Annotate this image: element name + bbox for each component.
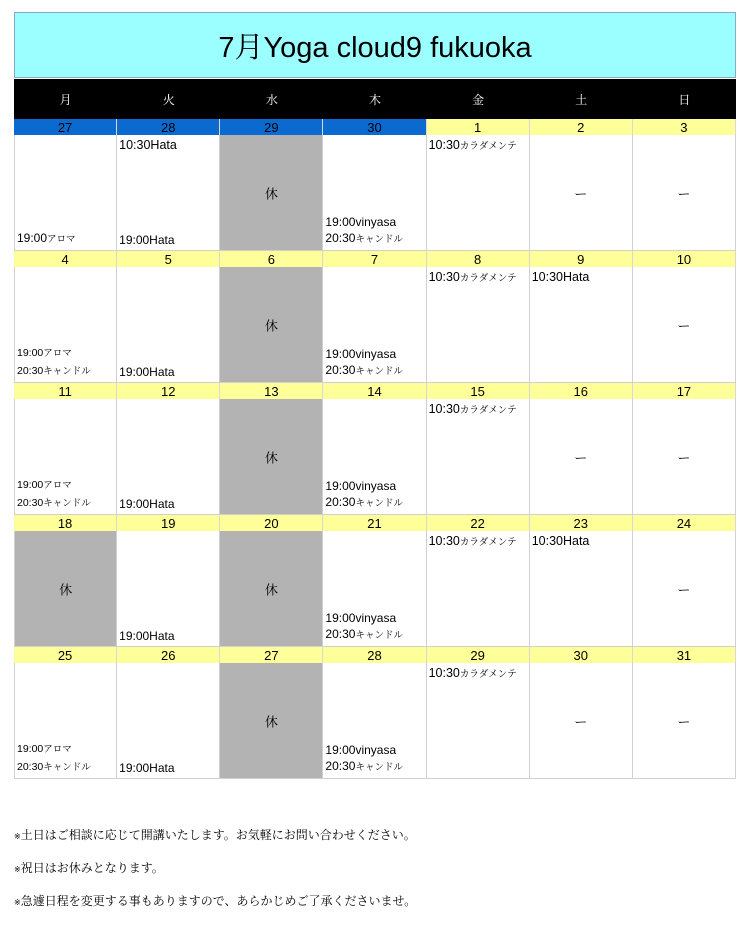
- day-cell: [633, 399, 736, 515]
- date-row: [14, 119, 736, 135]
- day-cell: [323, 267, 426, 383]
- class-name: アロマ: [43, 480, 72, 491]
- day-cell: [530, 135, 633, 251]
- class-morning: [429, 534, 517, 548]
- class-time: 19:00vinyasa: [325, 347, 397, 361]
- class-line: [325, 494, 403, 512]
- class-time: 10:30: [428, 138, 460, 152]
- weekday-header: [14, 79, 736, 119]
- day-cell: [14, 135, 117, 251]
- class-morning: [429, 666, 517, 680]
- class-time: 20:30: [325, 759, 356, 773]
- closed-label: 休: [59, 582, 73, 597]
- date-number: 27: [220, 647, 323, 663]
- class-evening: [17, 344, 91, 380]
- class-line: [325, 742, 403, 758]
- class-line: [119, 628, 174, 644]
- date-row: [14, 515, 736, 531]
- date-number: 23: [530, 515, 633, 531]
- schedule-row: [14, 135, 736, 251]
- day-cell: [323, 399, 426, 515]
- class-name: カラダメンテ: [459, 273, 517, 284]
- day-cell: [427, 267, 530, 383]
- date-number: 15: [427, 383, 530, 399]
- class-morning: [532, 534, 590, 548]
- class-evening: [325, 214, 403, 248]
- class-name: キャンドル: [355, 630, 403, 641]
- class-evening: [119, 232, 174, 248]
- day-cell-closed: [220, 267, 323, 383]
- class-morning: [532, 270, 590, 284]
- closed-label: 休: [264, 186, 278, 201]
- date-row: [14, 383, 736, 399]
- class-name: キャンドル: [43, 366, 91, 377]
- class-line: [17, 740, 91, 758]
- class-evening: [17, 740, 91, 776]
- day-cell: [427, 399, 530, 515]
- day-cell: [14, 663, 117, 779]
- date-number: 1: [427, 119, 530, 135]
- day-cell-closed: [220, 399, 323, 515]
- class-name: アロマ: [43, 744, 72, 755]
- class-evening: [119, 628, 174, 644]
- note-item: [14, 859, 416, 892]
- weekday-label: 水: [265, 92, 278, 107]
- day-cell: [323, 135, 426, 251]
- note-text: 急遽日程を変更する事もありますので、あらかじめご了承くださいませ。: [20, 894, 417, 908]
- class-time: 19:00vinyasa: [325, 611, 397, 625]
- day-cell: [14, 267, 117, 383]
- class-name: キャンドル: [355, 234, 403, 245]
- date-number: 20: [220, 515, 323, 531]
- date-number: 8: [427, 251, 530, 267]
- notes: [14, 826, 416, 925]
- weekday-label: 土: [575, 92, 588, 107]
- class-line: [17, 476, 91, 494]
- class-time: 20:30: [17, 497, 44, 509]
- date-number: 12: [117, 383, 220, 399]
- class-time: 19:00Hata: [119, 761, 175, 775]
- day-cell: [427, 135, 530, 251]
- class-line: [119, 364, 174, 380]
- class-line: [119, 232, 174, 248]
- class-time: 10:30Hata: [531, 534, 590, 548]
- day-cell: [323, 531, 426, 647]
- class-line: [119, 496, 174, 512]
- calendar-week: [14, 515, 736, 647]
- date-number: 19: [117, 515, 220, 531]
- date-number: 26: [117, 647, 220, 663]
- day-cell: [530, 531, 633, 647]
- closed-label: 休: [264, 714, 278, 729]
- schedule-row: [14, 399, 736, 515]
- class-name: キャンドル: [355, 762, 403, 773]
- class-evening: [325, 610, 403, 644]
- class-time: 19:00vinyasa: [325, 215, 397, 229]
- weekday-label: 月: [59, 92, 72, 107]
- note-text: 土日はご相談に応じて開講いたします。お気軽にお問い合わせください。: [20, 828, 416, 842]
- note-mark: ※: [14, 832, 21, 841]
- date-number: 17: [633, 383, 736, 399]
- class-time: 19:00Hata: [119, 629, 175, 643]
- class-time: 19:00: [17, 479, 44, 491]
- class-name: カラダメンテ: [459, 141, 517, 152]
- date-number: 14: [323, 383, 426, 399]
- date-number: 30: [530, 647, 633, 663]
- class-morning: [429, 402, 517, 416]
- calendar-week: [14, 383, 736, 515]
- no-class-mark: ー: [677, 582, 691, 597]
- date-number: 29: [427, 647, 530, 663]
- class-line: [17, 344, 91, 362]
- date-number: 13: [220, 383, 323, 399]
- class-evening: [119, 760, 174, 776]
- day-cell: [633, 531, 736, 647]
- class-name: カラダメンテ: [459, 669, 517, 680]
- date-number: 30: [323, 119, 426, 135]
- class-line: [17, 758, 91, 776]
- class-name: キャンドル: [355, 366, 403, 377]
- weekday-label: 火: [162, 92, 175, 107]
- date-number: 10: [633, 251, 736, 267]
- date-number: 3: [633, 119, 736, 135]
- class-line: [325, 230, 403, 248]
- class-name: キャンドル: [355, 498, 403, 509]
- schedule-row: [14, 663, 736, 779]
- date-row: [14, 251, 736, 267]
- class-time: 20:30: [325, 363, 356, 377]
- class-evening: [119, 364, 174, 380]
- day-cell: [117, 531, 220, 647]
- no-class-mark: ー: [677, 714, 691, 729]
- class-time: 19:00vinyasa: [325, 743, 397, 757]
- class-name: カラダメンテ: [459, 405, 517, 416]
- date-number: 7: [323, 251, 426, 267]
- day-cell: [117, 663, 220, 779]
- calendar-week: [14, 647, 736, 779]
- date-number: 2: [530, 119, 633, 135]
- day-cell: [633, 663, 736, 779]
- class-time: 19:00Hata: [119, 497, 175, 511]
- date-number: 31: [633, 647, 736, 663]
- class-time: 19:00: [17, 347, 44, 359]
- class-time: 20:30: [17, 365, 44, 377]
- day-cell-closed: [220, 531, 323, 647]
- day-cell: [530, 663, 633, 779]
- class-time: 10:30: [428, 534, 460, 548]
- class-evening: [119, 496, 174, 512]
- class-time: 10:30: [428, 270, 460, 284]
- day-cell-closed: [220, 135, 323, 251]
- class-line: [17, 230, 76, 248]
- date-number: 27: [14, 119, 117, 135]
- class-line: [325, 214, 403, 230]
- day-cell: [633, 267, 736, 383]
- class-evening: [17, 230, 76, 248]
- date-number: 29: [220, 119, 323, 135]
- schedule-row: [14, 267, 736, 383]
- calendar: [14, 12, 736, 779]
- calendar-title: 7月Yoga cloud9 fukuoka: [14, 12, 736, 78]
- date-number: 4: [14, 251, 117, 267]
- class-line: [325, 346, 403, 362]
- day-cell: [117, 399, 220, 515]
- class-time: 19:00vinyasa: [325, 479, 397, 493]
- weekday-label: 木: [368, 92, 381, 107]
- class-line: [325, 626, 403, 644]
- class-morning: [429, 138, 517, 152]
- day-cell: [427, 531, 530, 647]
- closed-label: 休: [264, 318, 278, 333]
- date-number: 18: [14, 515, 117, 531]
- class-line: [17, 494, 91, 512]
- class-name: アロマ: [47, 234, 76, 245]
- day-cell: [323, 663, 426, 779]
- class-evening: [325, 478, 403, 512]
- closed-label: 休: [264, 582, 278, 597]
- class-time: 10:30: [428, 666, 460, 680]
- class-morning: [119, 138, 177, 152]
- note-mark: ※: [14, 865, 21, 874]
- note-item: [14, 826, 416, 859]
- note-item: [14, 892, 416, 925]
- date-number: 28: [323, 647, 426, 663]
- date-number: 24: [633, 515, 736, 531]
- no-class-mark: ー: [677, 186, 691, 201]
- class-line: [325, 610, 403, 626]
- class-morning: [429, 270, 517, 284]
- day-cell-closed: [14, 531, 117, 647]
- class-time: 19:00: [17, 231, 48, 245]
- calendar-weeks: [14, 119, 736, 779]
- class-time: 19:00Hata: [119, 365, 175, 379]
- date-number: 6: [220, 251, 323, 267]
- date-number: 5: [117, 251, 220, 267]
- class-name: アロマ: [43, 348, 72, 359]
- class-time: 10:30Hata: [119, 138, 177, 152]
- date-number: 21: [323, 515, 426, 531]
- date-number: 25: [14, 647, 117, 663]
- no-class-mark: ー: [677, 450, 691, 465]
- calendar-week: [14, 119, 736, 251]
- class-time: 10:30Hata: [531, 270, 590, 284]
- class-line: [325, 362, 403, 380]
- class-name: カラダメンテ: [459, 537, 517, 548]
- class-evening: [325, 742, 403, 776]
- date-number: 22: [427, 515, 530, 531]
- class-line: [119, 760, 174, 776]
- class-evening: [325, 346, 403, 380]
- day-cell: [14, 399, 117, 515]
- schedule-row: [14, 531, 736, 647]
- class-evening: [17, 476, 91, 512]
- date-number: 16: [530, 383, 633, 399]
- class-time: 20:30: [325, 627, 356, 641]
- day-cell: [530, 267, 633, 383]
- weekday-label: 金: [472, 92, 485, 107]
- class-name: キャンドル: [43, 498, 91, 509]
- class-time: 19:00: [17, 743, 44, 755]
- no-class-mark: ー: [574, 186, 588, 201]
- date-number: 9: [530, 251, 633, 267]
- day-cell: [530, 399, 633, 515]
- class-time: 20:30: [325, 495, 356, 509]
- class-time: 20:30: [325, 231, 356, 245]
- no-class-mark: ー: [574, 450, 588, 465]
- note-text: 祝日はお休みとなります。: [20, 861, 164, 875]
- class-line: [325, 758, 403, 776]
- class-line: [325, 478, 403, 494]
- class-time: 10:30: [428, 402, 460, 416]
- class-line: [17, 362, 91, 380]
- day-cell-closed: [220, 663, 323, 779]
- date-number: 11: [14, 383, 117, 399]
- class-name: キャンドル: [43, 762, 91, 773]
- day-cell: [427, 663, 530, 779]
- date-row: [14, 647, 736, 663]
- weekday-label: 日: [678, 92, 691, 107]
- closed-label: 休: [264, 450, 278, 465]
- class-time: 20:30: [17, 761, 44, 773]
- day-cell: [117, 267, 220, 383]
- calendar-week: [14, 251, 736, 383]
- day-cell: [117, 135, 220, 251]
- day-cell: [633, 135, 736, 251]
- no-class-mark: ー: [574, 714, 588, 729]
- no-class-mark: ー: [677, 318, 691, 333]
- note-mark: ※: [14, 898, 21, 907]
- class-time: 19:00Hata: [119, 233, 175, 247]
- date-number: 28: [117, 119, 220, 135]
